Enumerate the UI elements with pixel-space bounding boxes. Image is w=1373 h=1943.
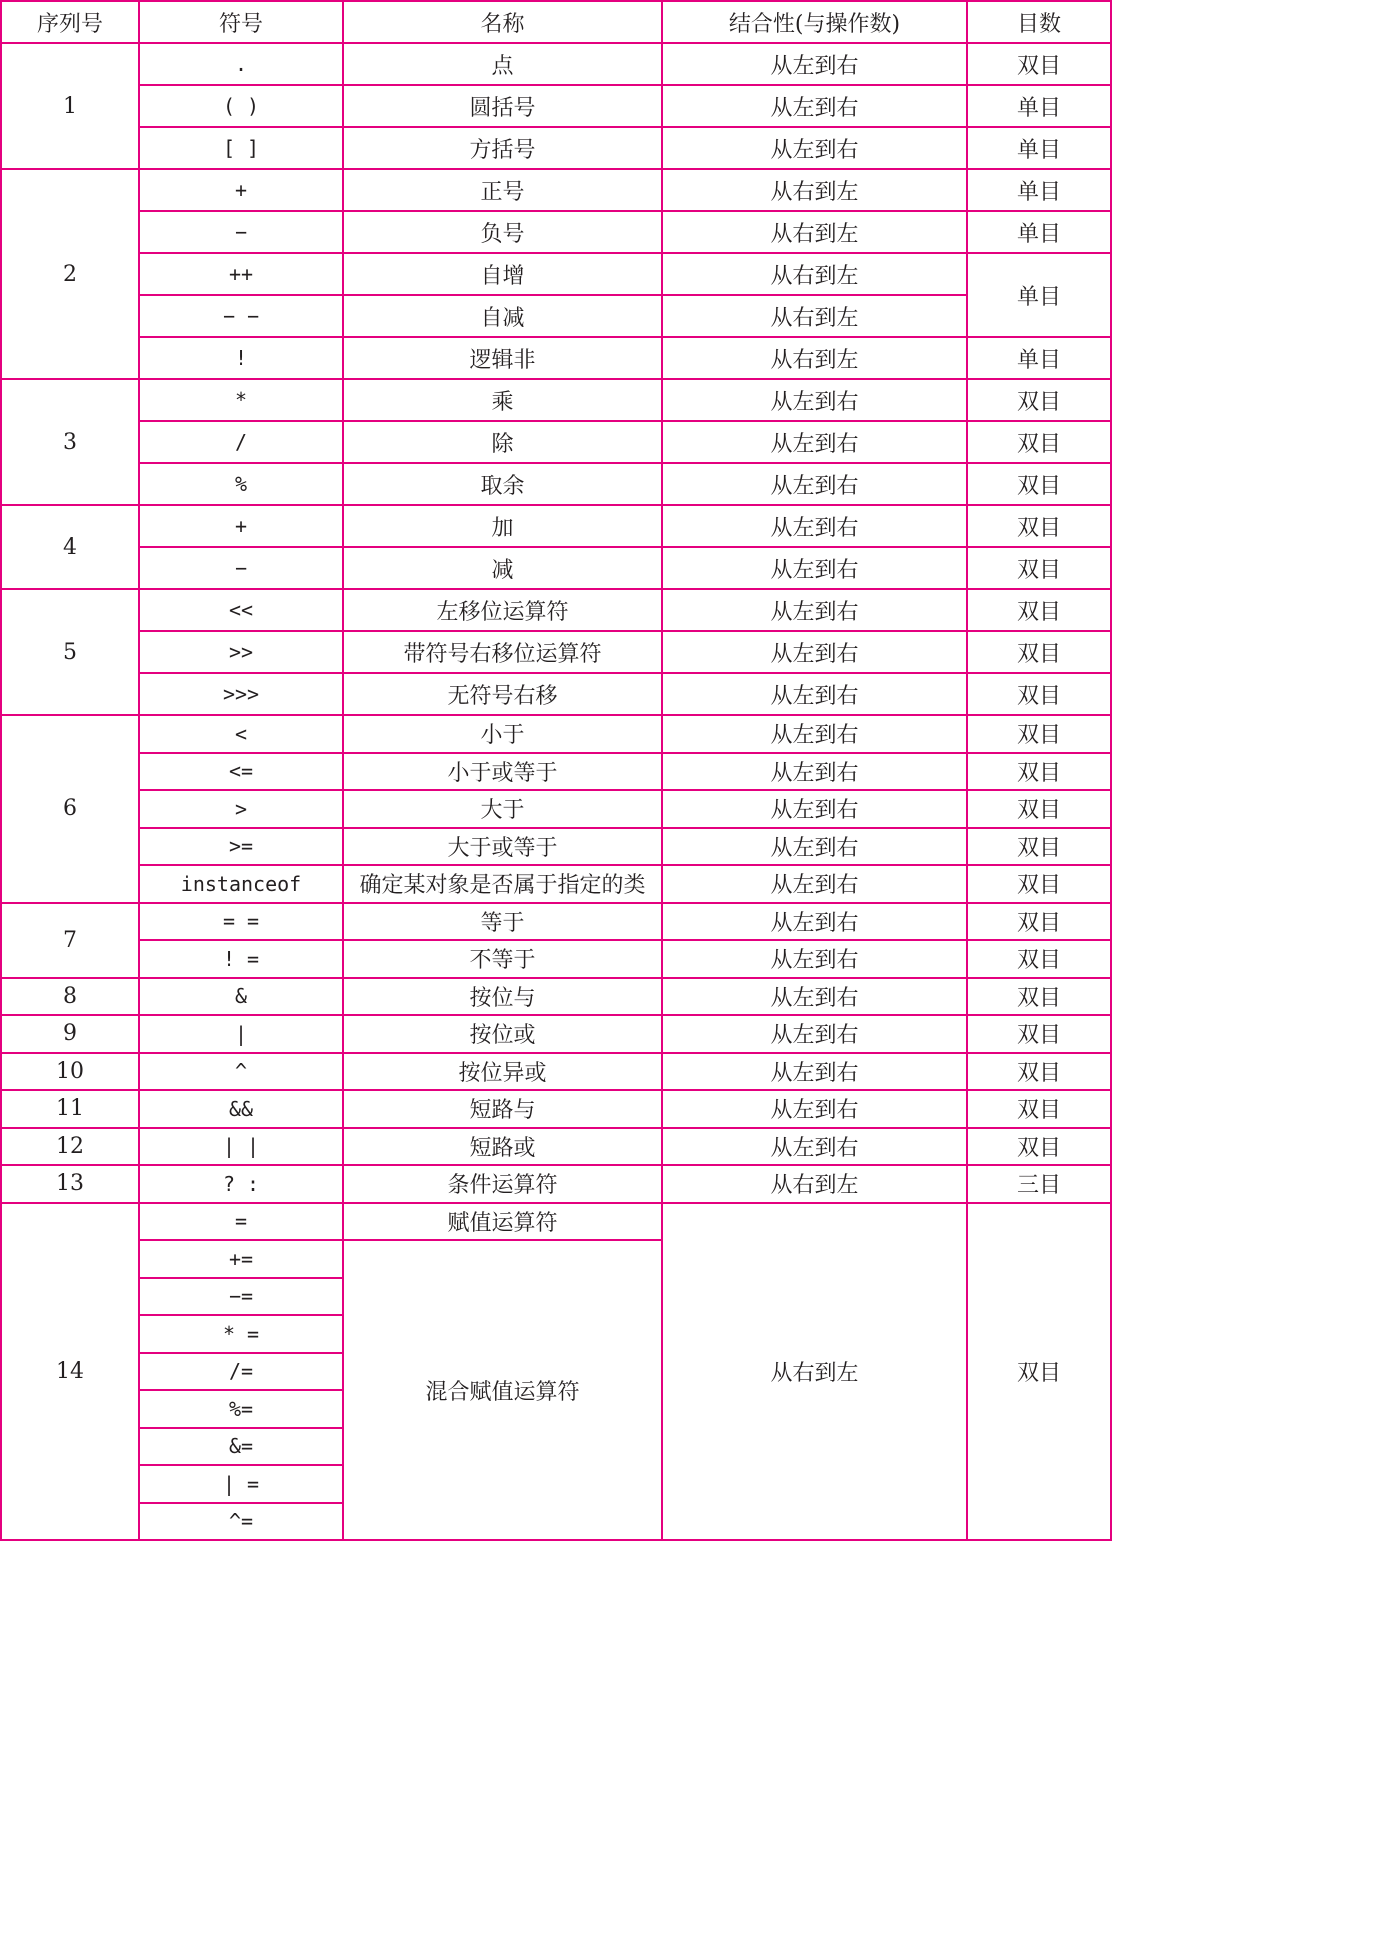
symbol-cell: +	[139, 169, 343, 211]
header-seq: 序列号	[1, 1, 139, 43]
seq-cell: 5	[1, 589, 139, 715]
symbol-cell: .	[139, 43, 343, 85]
assoc-cell: 从左到右	[662, 505, 967, 547]
symbol-cell: instanceof	[139, 865, 343, 903]
assoc-cell: 从左到右	[662, 828, 967, 866]
assoc-cell: 从左到右	[662, 978, 967, 1016]
seq-cell: 13	[1, 1165, 139, 1203]
header-associativity: 结合性(与操作数)	[662, 1, 967, 43]
symbol-cell: −	[139, 547, 343, 589]
assoc-cell: 从右到左	[662, 1203, 967, 1541]
arity-cell: 单目	[967, 253, 1111, 337]
table-row	[1, 978, 1111, 1016]
name-cell: 等于	[343, 903, 662, 941]
seq-cell: 6	[1, 715, 139, 903]
table-row	[1, 715, 1111, 753]
name-cell: 方括号	[343, 127, 662, 169]
assoc-cell: 从左到右	[662, 1090, 967, 1128]
table-row	[1, 828, 1111, 866]
arity-cell: 双目	[967, 1090, 1111, 1128]
header-symbol: 符号	[139, 1, 343, 43]
arity-cell: 单目	[967, 337, 1111, 379]
symbol-cell: >>>	[139, 673, 343, 715]
arity-cell: 双目	[967, 1128, 1111, 1166]
table-row	[1, 940, 1111, 978]
table-row	[1, 1203, 1111, 1241]
symbol-cell: ++	[139, 253, 343, 295]
name-cell: 小于或等于	[343, 753, 662, 791]
assoc-cell: 从左到右	[662, 753, 967, 791]
seq-cell: 12	[1, 1128, 139, 1166]
symbol-cell: |	[139, 1015, 343, 1053]
table-row	[1, 1015, 1111, 1053]
arity-cell: 双目	[967, 379, 1111, 421]
assoc-cell: 从左到右	[662, 790, 967, 828]
table-row	[1, 1165, 1111, 1203]
symbol-cell: /	[139, 421, 343, 463]
name-cell: 正号	[343, 169, 662, 211]
name-cell: 加	[343, 505, 662, 547]
arity-cell: 双目	[967, 903, 1111, 941]
table-row	[1, 1090, 1111, 1128]
arity-cell: 单目	[967, 85, 1111, 127]
assoc-cell: 从左到右	[662, 43, 967, 85]
assoc-cell: 从右到左	[662, 211, 967, 253]
name-cell: 负号	[343, 211, 662, 253]
assoc-cell: 从右到左	[662, 1165, 967, 1203]
table-row	[1, 379, 1111, 421]
assoc-cell: 从右到左	[662, 337, 967, 379]
arity-cell: 三目	[967, 1165, 1111, 1203]
arity-cell: 单目	[967, 127, 1111, 169]
assoc-cell: 从右到左	[662, 169, 967, 211]
symbol-cell: | |	[139, 1128, 343, 1166]
symbol-cell: &=	[139, 1428, 343, 1466]
table-row	[1, 85, 1111, 127]
symbol-cell: ? :	[139, 1165, 343, 1203]
assoc-cell: 从左到右	[662, 127, 967, 169]
arity-cell: 单目	[967, 169, 1111, 211]
table-row	[1, 903, 1111, 941]
name-cell: 自增	[343, 253, 662, 295]
arity-cell: 单目	[967, 211, 1111, 253]
arity-cell: 双目	[967, 505, 1111, 547]
assoc-cell: 从左到右	[662, 865, 967, 903]
symbol-cell: <<	[139, 589, 343, 631]
name-cell: 无符号右移	[343, 673, 662, 715]
assoc-cell: 从右到左	[662, 295, 967, 337]
symbol-cell: !	[139, 337, 343, 379]
table-row	[1, 1053, 1111, 1091]
table-row	[1, 589, 1111, 631]
table-row	[1, 673, 1111, 715]
symbol-cell: [ ]	[139, 127, 343, 169]
assoc-cell: 从左到右	[662, 589, 967, 631]
name-cell: 除	[343, 421, 662, 463]
name-cell: 点	[343, 43, 662, 85]
table-row	[1, 1128, 1111, 1166]
assoc-cell: 从左到右	[662, 903, 967, 941]
name-cell: 自减	[343, 295, 662, 337]
assoc-cell: 从左到右	[662, 85, 967, 127]
symbol-cell: >	[139, 790, 343, 828]
header-name: 名称	[343, 1, 662, 43]
arity-cell: 双目	[967, 589, 1111, 631]
table-row	[1, 631, 1111, 673]
symbol-cell: = =	[139, 903, 343, 941]
arity-cell: 双目	[967, 865, 1111, 903]
name-cell: 按位与	[343, 978, 662, 1016]
symbol-cell: * =	[139, 1315, 343, 1353]
assoc-cell: 从左到右	[662, 940, 967, 978]
name-cell: 带符号右移位运算符	[343, 631, 662, 673]
arity-cell: 双目	[967, 940, 1111, 978]
assoc-cell: 从左到右	[662, 1128, 967, 1166]
symbol-cell: =	[139, 1203, 343, 1241]
symbol-cell: − −	[139, 295, 343, 337]
arity-cell: 双目	[967, 715, 1111, 753]
symbol-cell: ( )	[139, 85, 343, 127]
table-row	[1, 253, 1111, 295]
table-row	[1, 337, 1111, 379]
symbol-cell: %	[139, 463, 343, 505]
name-cell: 短路或	[343, 1128, 662, 1166]
arity-cell: 双目	[967, 1015, 1111, 1053]
symbol-cell: +	[139, 505, 343, 547]
name-cell: 条件运算符	[343, 1165, 662, 1203]
arity-cell: 双目	[967, 43, 1111, 85]
name-cell: 不等于	[343, 940, 662, 978]
arity-cell: 双目	[967, 790, 1111, 828]
assoc-cell: 从左到右	[662, 463, 967, 505]
name-cell: 短路与	[343, 1090, 662, 1128]
assoc-cell: 从左到右	[662, 1015, 967, 1053]
arity-cell: 双目	[967, 631, 1111, 673]
name-cell: 按位异或	[343, 1053, 662, 1091]
symbol-cell: ^=	[139, 1503, 343, 1541]
table-row	[1, 211, 1111, 253]
table-row	[1, 43, 1111, 85]
symbol-cell: >=	[139, 828, 343, 866]
name-cell: 取余	[343, 463, 662, 505]
seq-cell: 2	[1, 169, 139, 379]
arity-cell: 双目	[967, 673, 1111, 715]
arity-cell: 双目	[967, 828, 1111, 866]
seq-cell: 8	[1, 978, 139, 1016]
name-cell: 逻辑非	[343, 337, 662, 379]
arity-cell: 双目	[967, 978, 1111, 1016]
assoc-cell: 从左到右	[662, 673, 967, 715]
table-row	[1, 421, 1111, 463]
symbol-cell: ^	[139, 1053, 343, 1091]
table-row	[1, 547, 1111, 589]
symbol-cell: &	[139, 978, 343, 1016]
symbol-cell: &&	[139, 1090, 343, 1128]
name-cell: 按位或	[343, 1015, 662, 1053]
symbol-cell: −=	[139, 1278, 343, 1316]
symbol-cell: *	[139, 379, 343, 421]
table-row	[1, 169, 1111, 211]
arity-cell: 双目	[967, 1053, 1111, 1091]
symbol-cell: ! =	[139, 940, 343, 978]
assoc-cell: 从左到右	[662, 715, 967, 753]
seq-cell: 1	[1, 43, 139, 169]
header-arity: 目数	[967, 1, 1111, 43]
seq-cell: 4	[1, 505, 139, 589]
seq-cell: 7	[1, 903, 139, 978]
table-row	[1, 790, 1111, 828]
arity-cell: 双目	[967, 547, 1111, 589]
name-cell: 大于或等于	[343, 828, 662, 866]
table-row	[1, 865, 1111, 903]
name-cell: 大于	[343, 790, 662, 828]
name-cell: 左移位运算符	[343, 589, 662, 631]
name-cell: 减	[343, 547, 662, 589]
seq-cell: 3	[1, 379, 139, 505]
name-cell: 确定某对象是否属于指定的类	[343, 865, 662, 903]
table-row	[1, 127, 1111, 169]
assoc-cell: 从左到右	[662, 379, 967, 421]
arity-cell: 双目	[967, 1203, 1111, 1541]
seq-cell: 10	[1, 1053, 139, 1091]
name-cell: 小于	[343, 715, 662, 753]
symbol-cell: −	[139, 211, 343, 253]
seq-cell: 11	[1, 1090, 139, 1128]
arity-cell: 双目	[967, 463, 1111, 505]
header-row	[1, 1, 1111, 43]
table-row	[1, 295, 1111, 337]
arity-cell: 双目	[967, 421, 1111, 463]
symbol-cell: >>	[139, 631, 343, 673]
name-cell: 圆括号	[343, 85, 662, 127]
name-cell: 赋值运算符	[343, 1203, 662, 1241]
symbol-cell: | =	[139, 1465, 343, 1503]
symbol-cell: /=	[139, 1353, 343, 1391]
table-body	[1, 43, 1111, 1540]
assoc-cell: 从左到右	[662, 547, 967, 589]
assoc-cell: 从左到右	[662, 421, 967, 463]
table-row	[1, 463, 1111, 505]
assoc-cell: 从右到左	[662, 253, 967, 295]
arity-cell: 双目	[967, 753, 1111, 791]
symbol-cell: %=	[139, 1390, 343, 1428]
table-row	[1, 753, 1111, 791]
symbol-cell: <=	[139, 753, 343, 791]
seq-cell: 14	[1, 1203, 139, 1541]
assoc-cell: 从左到右	[662, 1053, 967, 1091]
name-cell: 乘	[343, 379, 662, 421]
table-row	[1, 505, 1111, 547]
symbol-cell: +=	[139, 1240, 343, 1278]
seq-cell: 9	[1, 1015, 139, 1053]
assoc-cell: 从左到右	[662, 631, 967, 673]
symbol-cell: <	[139, 715, 343, 753]
name-cell: 混合赋值运算符	[343, 1240, 662, 1540]
